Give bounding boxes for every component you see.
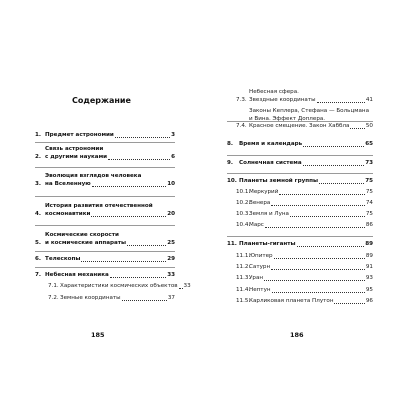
- toc-entry-title: Юпитер: [249, 253, 273, 259]
- page-number-right: 186: [290, 331, 304, 339]
- dot-leader: [319, 183, 364, 184]
- divider: [35, 251, 175, 252]
- divider: [227, 155, 373, 156]
- toc-entry-title: Красное смещение. Закон Хаббла: [249, 123, 350, 130]
- toc-entry-number: 7.3.: [236, 96, 247, 103]
- toc-entry-title: с другими науками: [45, 153, 108, 160]
- toc-entry-page: 74: [365, 200, 373, 206]
- toc-entry-number: 11.5.: [236, 298, 251, 304]
- toc-entry: [35, 232, 175, 247]
- toc-entry: [236, 253, 373, 261]
- toc-entry-title: Нептун: [249, 287, 271, 293]
- toc-entry: [236, 298, 373, 306]
- divider: [227, 173, 373, 174]
- toc-entry-number: 7.2.: [48, 295, 59, 301]
- toc-entry: [236, 287, 373, 295]
- toc-entry: [35, 146, 175, 161]
- dot-leader: [271, 269, 365, 270]
- toc-entry-number: 11.3.: [236, 275, 251, 281]
- toc-entry-number: 6.: [35, 256, 42, 262]
- toc-entry: [48, 283, 191, 291]
- toc-entry: [35, 272, 175, 280]
- toc-entry-title: Связь астрономии: [45, 146, 104, 152]
- toc-entry-title: и космические аппараты: [45, 239, 127, 246]
- dot-leader: [274, 258, 365, 259]
- toc-entry-number: 7.4.: [236, 123, 247, 130]
- toc-entry-number: 10.4.: [236, 222, 251, 228]
- toc-entry: [236, 108, 373, 131]
- toc-entry-page: 3: [171, 132, 175, 138]
- dot-leader: [91, 216, 166, 217]
- toc-entry-title: Небесная сфера.: [249, 89, 299, 95]
- toc-entry-title: Уран: [249, 275, 264, 281]
- toc-entry-page: 89: [365, 253, 373, 259]
- toc-entry-page: 25: [167, 239, 175, 246]
- toc-entry-title: Эволюция взглядов человека: [45, 173, 142, 179]
- toc-entry-title: Законы Кеплера, Стефана — Больцмана: [249, 108, 370, 114]
- toc-entry: [227, 241, 373, 249]
- toc-entry-title: Предмет астрономии: [45, 132, 114, 138]
- toc-entry-number: 8.: [227, 141, 234, 147]
- toc-entry-number: 11.2.: [236, 264, 251, 270]
- toc-entry: [236, 211, 373, 219]
- toc-entry-title: Солнечная система: [239, 160, 302, 166]
- dot-leader: [108, 159, 170, 160]
- toc-entry-page: 73: [365, 160, 373, 166]
- page-number-left: 185: [91, 331, 105, 339]
- toc-entry-number: 1.: [35, 132, 42, 138]
- divider: [227, 236, 373, 237]
- toc-entry: [227, 141, 373, 149]
- toc-entry-number: 7.1.: [48, 283, 59, 289]
- toc-entry-page: 29: [167, 256, 175, 262]
- toc-entry-number: 10.3.: [236, 211, 251, 217]
- toc-entry-number: 11.: [227, 241, 237, 247]
- toc-entry-title: Карликовая планета Плутон: [249, 298, 334, 304]
- toc-entry-number: 10.2.: [236, 200, 251, 206]
- dot-leader: [350, 128, 364, 129]
- dot-leader: [264, 280, 365, 281]
- toc-entry-title: Меркурий: [249, 189, 279, 195]
- toc-entry-title: и Вина. Эффект Доплера.: [249, 115, 326, 122]
- toc-entry-number: 3.: [35, 180, 42, 187]
- toc-entry-page: 75: [365, 189, 373, 195]
- toc-entry-title: Марс: [249, 222, 264, 228]
- toc-entry: [236, 264, 373, 272]
- toc-entry-page: 33: [183, 283, 191, 289]
- dot-leader: [290, 216, 365, 217]
- toc-entry-page: 6: [171, 153, 175, 160]
- toc-entry-title: Звездные координаты: [249, 96, 316, 103]
- toc-entry-page: 93: [365, 275, 373, 281]
- dot-leader: [272, 292, 365, 293]
- right-page: [200, 0, 400, 400]
- toc-entry-number: 11.4.: [236, 287, 251, 293]
- page-title: Содержание: [72, 96, 131, 105]
- toc-entry: [236, 222, 373, 230]
- toc-entry-page: 91: [365, 264, 373, 270]
- toc-entry: [48, 295, 175, 303]
- toc-entry-title: Планеты-гиганты: [239, 241, 296, 247]
- dot-leader: [81, 261, 166, 262]
- toc-entry-page: 75: [365, 178, 373, 184]
- toc-entry: [35, 173, 175, 188]
- dot-leader: [92, 186, 167, 187]
- dot-leader: [279, 194, 365, 195]
- dot-leader: [122, 300, 167, 301]
- divider: [35, 142, 175, 143]
- toc-entry-page: 10: [167, 180, 175, 187]
- toc-entry-number: 11.1.: [236, 253, 251, 259]
- divider: [35, 267, 175, 268]
- toc-entry-number: 7.: [35, 272, 42, 278]
- toc-entry-title: Небесная механика: [45, 272, 109, 278]
- toc-entry: [236, 89, 373, 104]
- toc-entry-number: 10.: [227, 178, 237, 184]
- toc-entry-page: 37: [167, 295, 175, 301]
- toc-entry-number: 9.: [227, 160, 234, 166]
- toc-entry-page: 50: [365, 123, 373, 130]
- dot-leader: [317, 102, 365, 103]
- toc-entry-title: Венера: [249, 200, 271, 206]
- divider: [35, 225, 175, 226]
- toc-entry-title: Космические скорости: [45, 232, 119, 238]
- dot-leader: [303, 165, 365, 166]
- toc-entry-page: 86: [365, 222, 373, 228]
- toc-entry-title: Сатурн: [249, 264, 271, 270]
- toc-entry-title: Земля и Луна: [249, 211, 289, 217]
- dot-leader: [127, 245, 166, 246]
- toc-entry-page: 33: [167, 272, 175, 278]
- dot-leader: [179, 288, 183, 289]
- dot-leader: [334, 303, 364, 304]
- divider: [35, 167, 175, 168]
- toc-entry-page: 95: [365, 287, 373, 293]
- toc-entry-title: Телескопы: [45, 256, 81, 262]
- toc-entry-title: Планеты земной группы: [239, 178, 319, 184]
- dot-leader: [297, 246, 365, 247]
- toc-entry-page: 20: [167, 210, 175, 217]
- toc-entry-title: космонавтики: [45, 210, 91, 217]
- toc-entry: [35, 256, 175, 264]
- toc-entry: [236, 275, 373, 283]
- toc-entry-page: 96: [365, 298, 373, 304]
- dot-leader: [271, 205, 365, 206]
- toc-entry-title: Время и календарь: [239, 141, 303, 147]
- toc-entry: [236, 200, 373, 208]
- dot-leader: [115, 137, 170, 138]
- toc-entry-title: Характеристики космических объектов: [60, 283, 178, 289]
- dot-leader: [265, 227, 365, 228]
- toc-entry-number: 4.: [35, 210, 42, 217]
- dot-leader: [303, 146, 364, 147]
- toc-entry: [236, 189, 373, 197]
- toc-entry-page: 41: [365, 96, 373, 103]
- toc-entry: [35, 203, 175, 218]
- toc-entry-title: История развития отечественной: [45, 203, 153, 209]
- divider: [35, 196, 175, 197]
- toc-entry-number: 10.1.: [236, 189, 251, 195]
- toc-entry-page: 89: [365, 241, 373, 247]
- toc-entry: [227, 178, 373, 186]
- dot-leader: [110, 277, 166, 278]
- toc-entry: [227, 160, 373, 168]
- toc-entry: [35, 132, 175, 140]
- toc-entry-number: 2.: [35, 153, 42, 160]
- toc-entry-title: на Вселенную: [45, 180, 91, 187]
- toc-entry-page: 65: [365, 141, 373, 147]
- toc-entry-title: Земные координаты: [60, 295, 121, 301]
- divider: [227, 121, 373, 122]
- toc-entry-number: 5.: [35, 239, 42, 246]
- toc-entry-page: 75: [365, 211, 373, 217]
